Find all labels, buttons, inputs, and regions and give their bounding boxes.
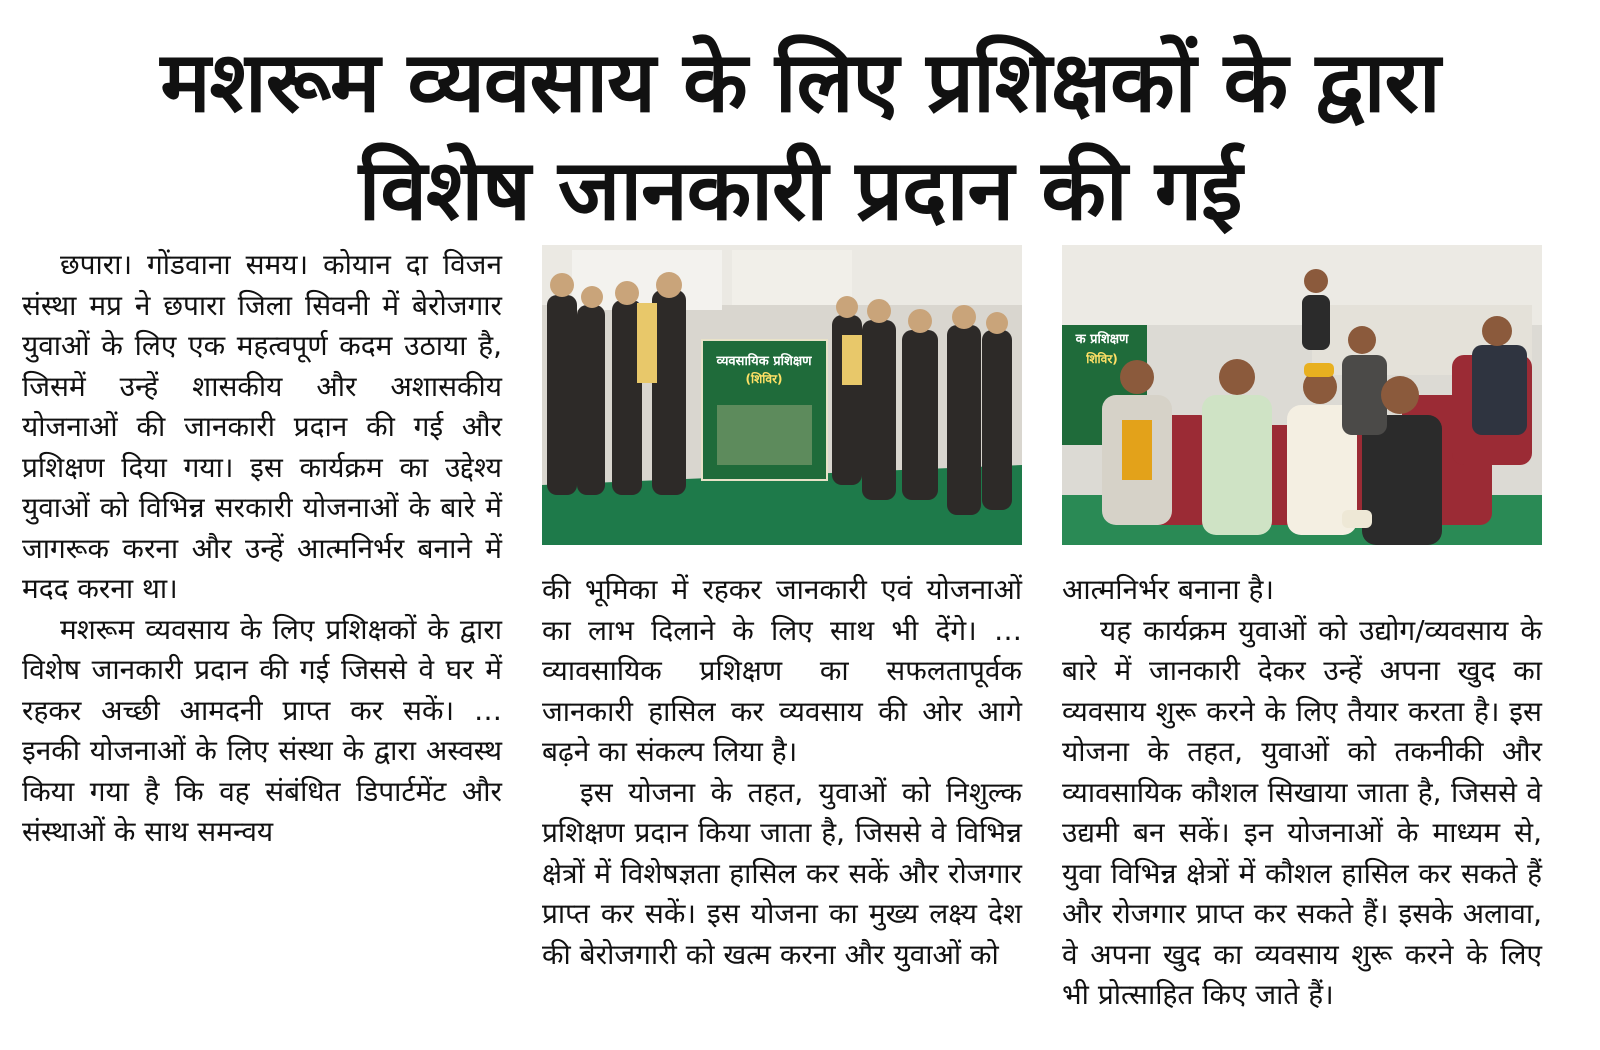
paragraph: मशरूम व्यवसाय के लिए प्रशिक्षकों के द्वारा विशेष जानकारी प्रदान की गई जिससे वे घर में रहकर अच्छी आमदनी प्राप्त कर सकें। … इनकी योजनाओं के लिए संस्था के द्वारा अस्वस्थ किया गया है कि वह संबंधित डिपार्टमेंट और संस्थाओं के साथ समन्वय — [22, 612, 502, 848]
headline — [0, 28, 1600, 244]
paragraph: की भूमिका में रहकर जानकारी एवं योजनाओं का लाभ दिलाने के लिए साथ भी देंगे। … व्यावसायिक प्रशिक्षण का सफलतापूर्वक जानकारी हासिल कर व्यवसाय की ओर आगे बढ़ने का संकल्प लिया है। — [542, 573, 1022, 768]
column-2 — [542, 570, 1022, 975]
headline-line-1: मशरूम व्यवसाय के लिए प्रशिक्षकों के द्वारा — [160, 33, 1440, 131]
column-3 — [1062, 570, 1542, 1016]
paragraph: यह कार्यक्रम युवाओं को उद्योग/व्यवसाय के बारे में जानकारी देकर उन्हें अपना खुद का व्यवसाय शुरू करने के लिए तैयार करता है। इस योजना के तहत, युवाओं को तकनीकी और व्यावसायिक कौशल सिखाया जाता है, जिससे वे उद्यमी बन सकें। इन योजनाओं के माध्यम से, युवा विभिन्न क्षेत्रों में कौशल हासिल कर सकते हैं और रोजगार प्राप्त कर सकते हैं। इसके अलावा, वे अपना खुद का व्यवसाय शुरू करने के लिए भी प्रोत्साहित किए जाते हैं। — [1062, 613, 1542, 1011]
column-1 — [22, 245, 502, 853]
banner-subtitle: शिविर) — [1086, 352, 1118, 366]
photo-training-group — [542, 245, 1022, 545]
headline-line-2: विशेष जानकारी प्रदान की गई — [358, 141, 1242, 239]
banner-title: व्यवसायिक प्रशिक्षण — [716, 354, 812, 369]
paragraph: इस योजना के तहत, युवाओं को निशुल्क प्रशिक्षण प्रदान किया जाता है, जिससे वे विभिन्न क्षेत्रों में विशेषज्ञता हासिल कर सकें और रोजगार प्राप्त कर सकें। इस योजना का मुख्य लक्ष्य देश की बेरोजगारी को खत्म करना और युवाओं को — [542, 775, 1022, 971]
banner-subtitle: (शिविर) — [745, 372, 783, 386]
paragraph: छपारा। गोंडवाना समय। कोयान दा विजन संस्था मप्र ने छपारा जिला सिवनी में बेरोजगार युवाओं के लिए एक महत्वपूर्ण कदम उठाया है, जिसमें उन्हें शासकीय और अशासकीय योजनाओं की जानकारी प्रदान की गई और प्रशिक्षण दिया गया। इस कार्यक्रम का उद्देश्य युवाओं को विभिन्न सरकारी योजनाओं के बारे में जागरूक करना और उन्हें आत्मनिर्भर बनाने में मदद करना था। — [22, 248, 502, 605]
paragraph: आत्मनिर्भर बनाना है। — [1062, 573, 1275, 606]
photo-audience-seated — [1062, 245, 1542, 545]
banner-title: क प्रशिक्षण — [1075, 332, 1129, 347]
